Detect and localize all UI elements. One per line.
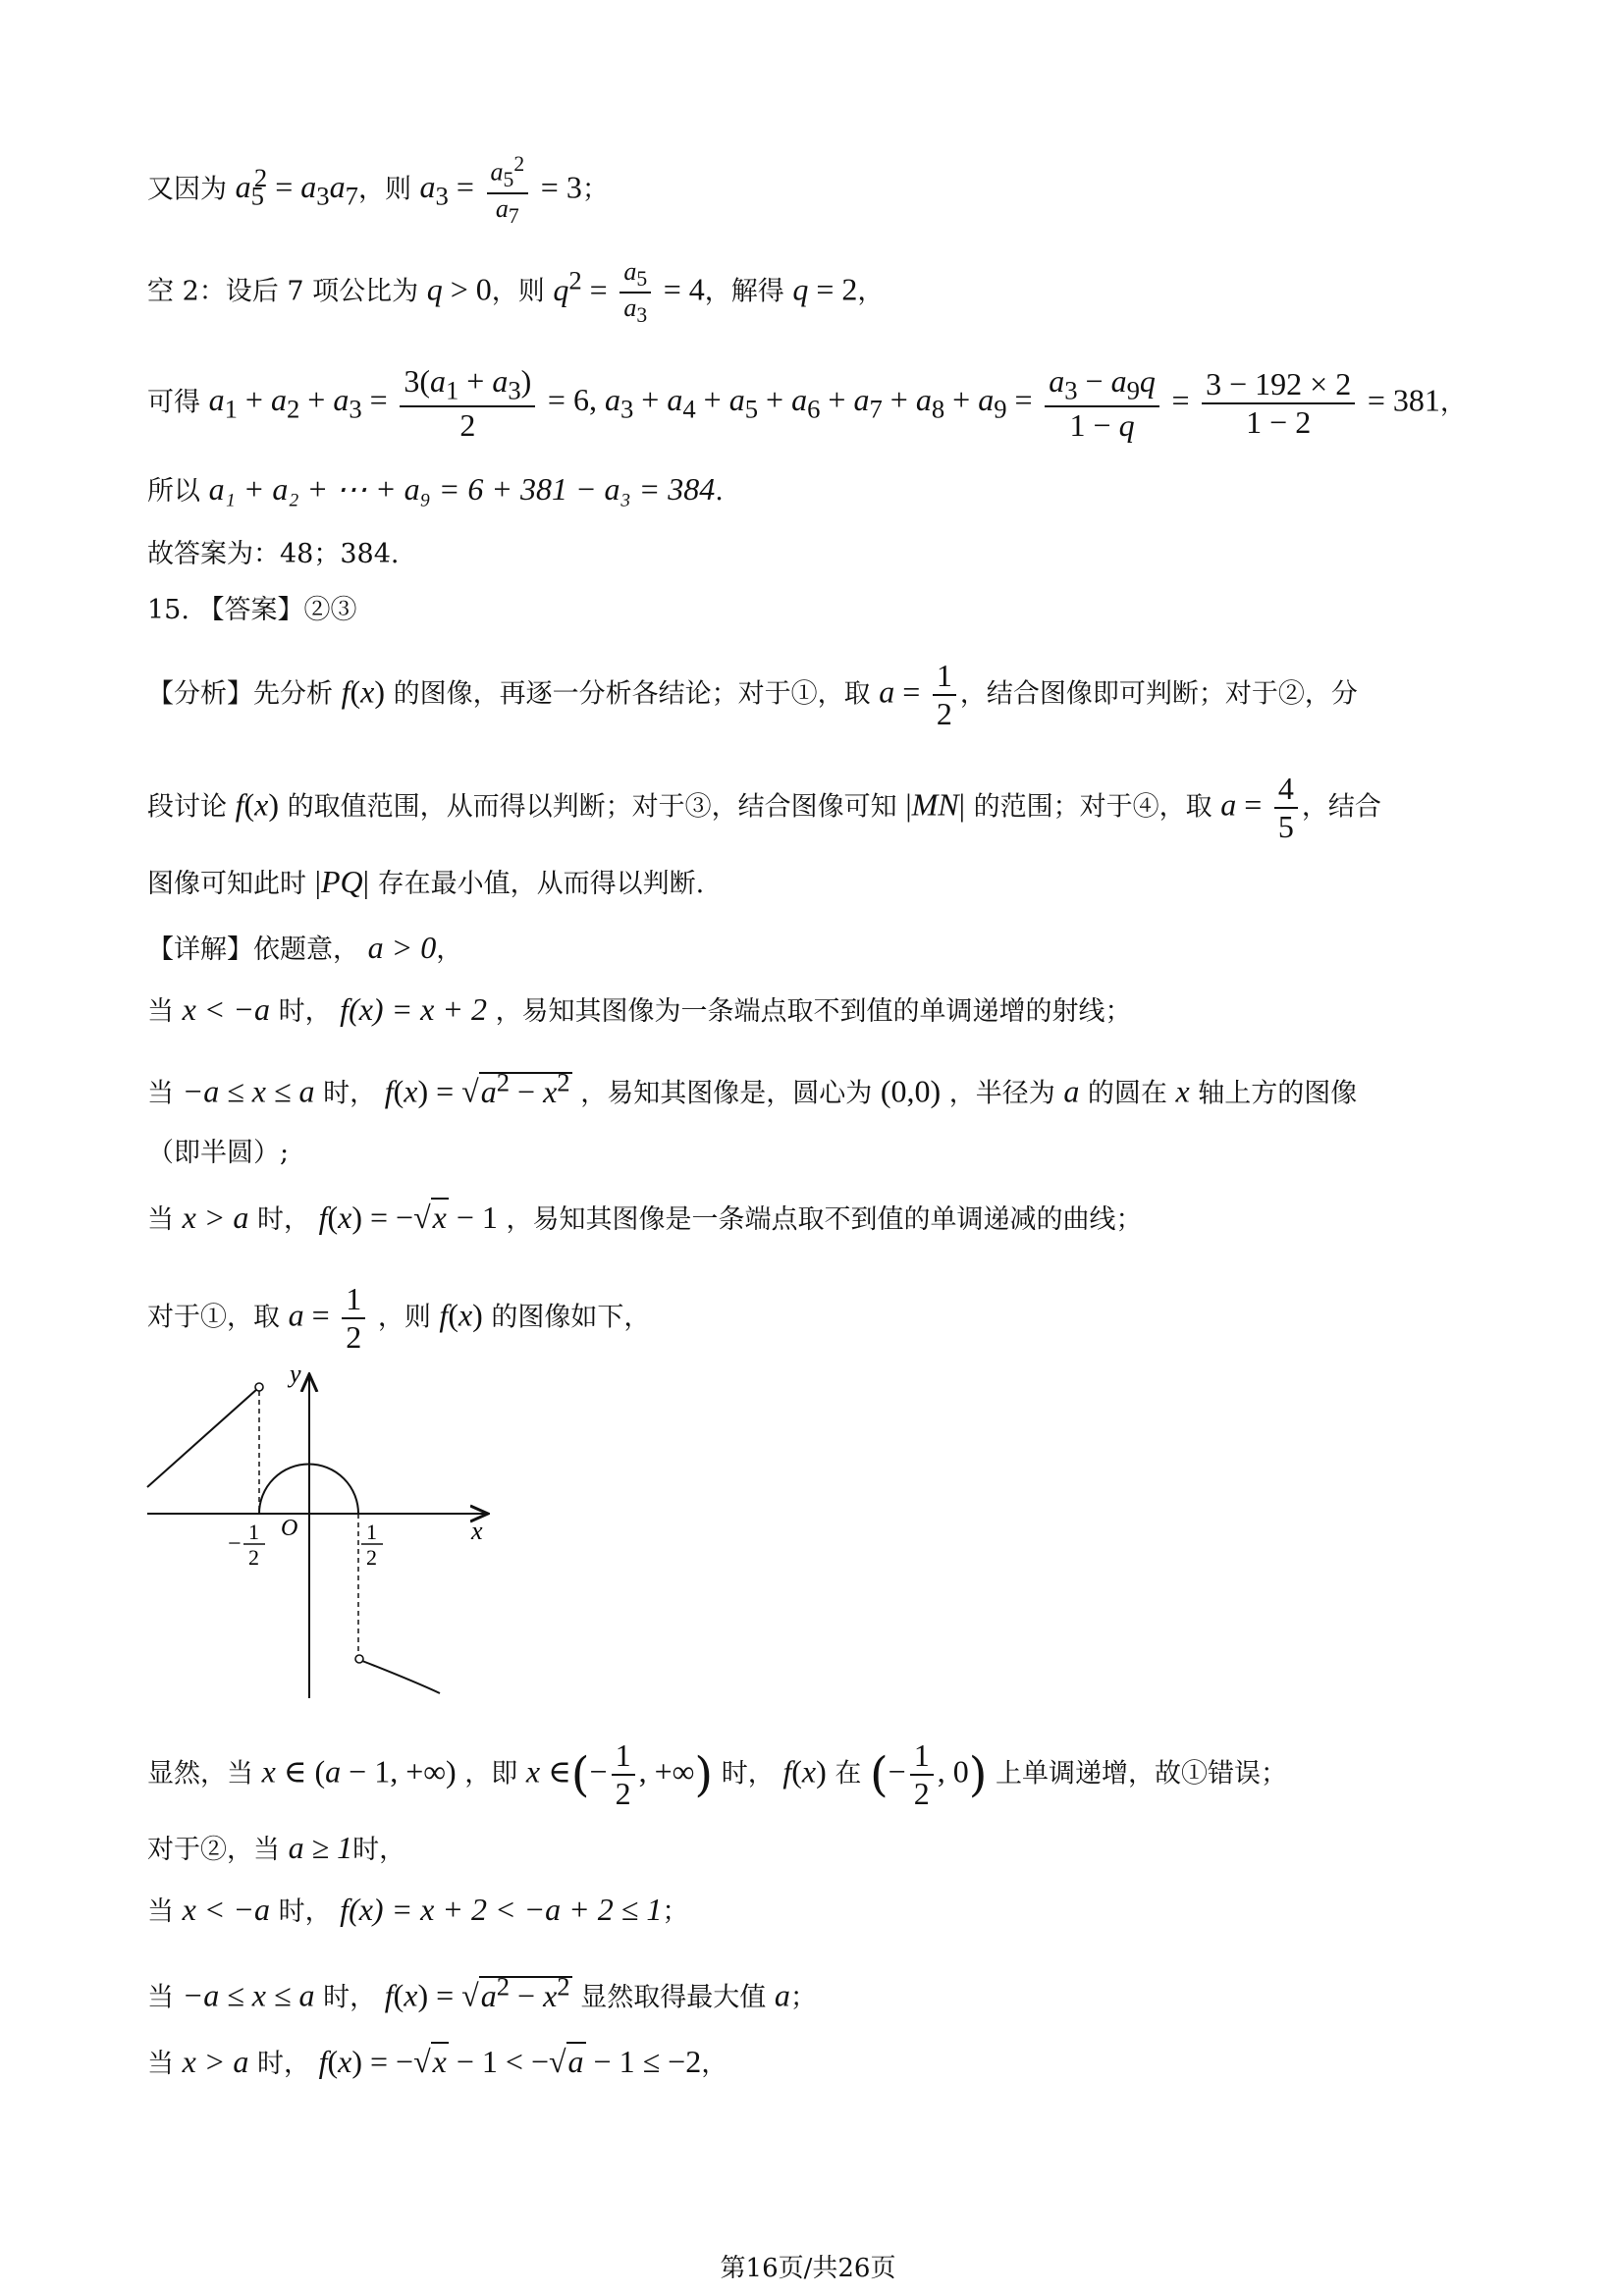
- section-15-answer: 15. 【答案】②③: [147, 595, 357, 625]
- open-endpoint-right: [355, 1655, 363, 1663]
- page-footer: 第16页/共26页: [720, 2254, 896, 2283]
- line-14: 当 x > a 时， f(x) = −√x − 1 ，易知其图像是一条端点取不到值的单调递减的曲线；: [147, 1200, 1143, 1235]
- line-1: 又因为 $a_5^2 = a_3a_7$，则 $a_3$ = $\frac{a_5^2}{a_7}$ = 3；: [147, 152, 609, 228]
- line-20: 当 x > a 时， f(x) = −√x − 1 < −√a − 1 ≤ −2，: [147, 2044, 728, 2079]
- tick-neg-den: 2: [248, 1545, 259, 1570]
- line-11: 当 x < −a 时， f(x) = x + 2 ，易知其图像为一条端点取不到值的单调递增的射线；: [147, 991, 1132, 1027]
- line-16: 显然，当 x ∈ (a − 1, +∞) ，即 x ∈(− $\frac{1}{2}$ , +∞) 时， f(x) 在 (− $\frac{1}{2}$ , 0) 上单调递增，故①错误；: [147, 1737, 1288, 1811]
- line-3: 可得 $a_1 + a_2 + a_3$ = $\frac{3(a_1 + a_3)}{2}$ = 6, $a_3 + a_4 + a_5 + a_6 + a_7 + a_8 + a_9$ = $\frac{a_3 - a_9q}{1 - q}$ = $\frac{3 - 192 \times 2}{1 - 2}$ = 381，: [147, 363, 1467, 444]
- line-2: 空 2：设后 7 项公比为 q > 0，则 $q^2$ = $\frac{a_5}{a_3}$ = 4，解得 q = 2，: [147, 257, 885, 328]
- origin-label: O: [281, 1516, 298, 1541]
- x-label: x: [471, 1517, 483, 1545]
- line-7: 【分析】先分析 f(x) 的图像，再逐一分析各结论；对于①，取 a = $\frac{1}{2}$ ，结合图像即可判断；对于②，分: [147, 658, 1358, 731]
- tick-pos-den: 2: [366, 1545, 377, 1570]
- function-graph: [137, 1364, 511, 1718]
- y-label: y: [290, 1364, 301, 1388]
- decreasing-curve: [362, 1661, 440, 1693]
- line-5: 故答案为：48；384.: [147, 539, 400, 569]
- tick-pos-num: 1: [366, 1520, 377, 1544]
- tick-neg-sign: −: [228, 1531, 242, 1557]
- line-12: 当 −a ≤ x ≤ a 时， $f(x) = √a^2 - x^2$ ，易知其图像是，圆心为 (0,0) ，半径为 a 的圆在 x 轴上方的图像: [147, 1067, 1358, 1109]
- line-19: 当 −a ≤ x ≤ a 时， $f(x) = √a^2 - x^2$ 显然取得最大值 a；: [147, 1971, 817, 2013]
- line-13: （即半圆）;: [147, 1138, 290, 1168]
- line-10: 【详解】依题意， a > 0，: [147, 930, 463, 965]
- line-15: 对于①，取 a = $\frac{1}{2}$ ，则 f(x) 的图像如下，: [147, 1281, 651, 1355]
- line-8: 段讨论 f(x) 的取值范围，从而得以判断；对于③，结合图像可知 |MN| 的范围；对于④，取 a = $\frac{4}{5}$ ，结合: [147, 771, 1381, 844]
- line-17: 对于②，当 a ≥ 1时，: [147, 1830, 406, 1865]
- line-4: 所以 a₁ + a₂ + ⋯ + a₉ = 6 + 381 − a₃ = 384.: [147, 471, 724, 507]
- line-18: 当 x < −a 时， f(x) = x + 2 < −a + 2 ≤ 1；: [147, 1892, 689, 1927]
- open-endpoint-left: [255, 1383, 263, 1391]
- line-9: 图像可知此时 |PQ| 存在最小值，从而得以判断.: [147, 864, 705, 899]
- tick-neg-num: 1: [248, 1520, 259, 1544]
- ray-increasing: [147, 1389, 257, 1487]
